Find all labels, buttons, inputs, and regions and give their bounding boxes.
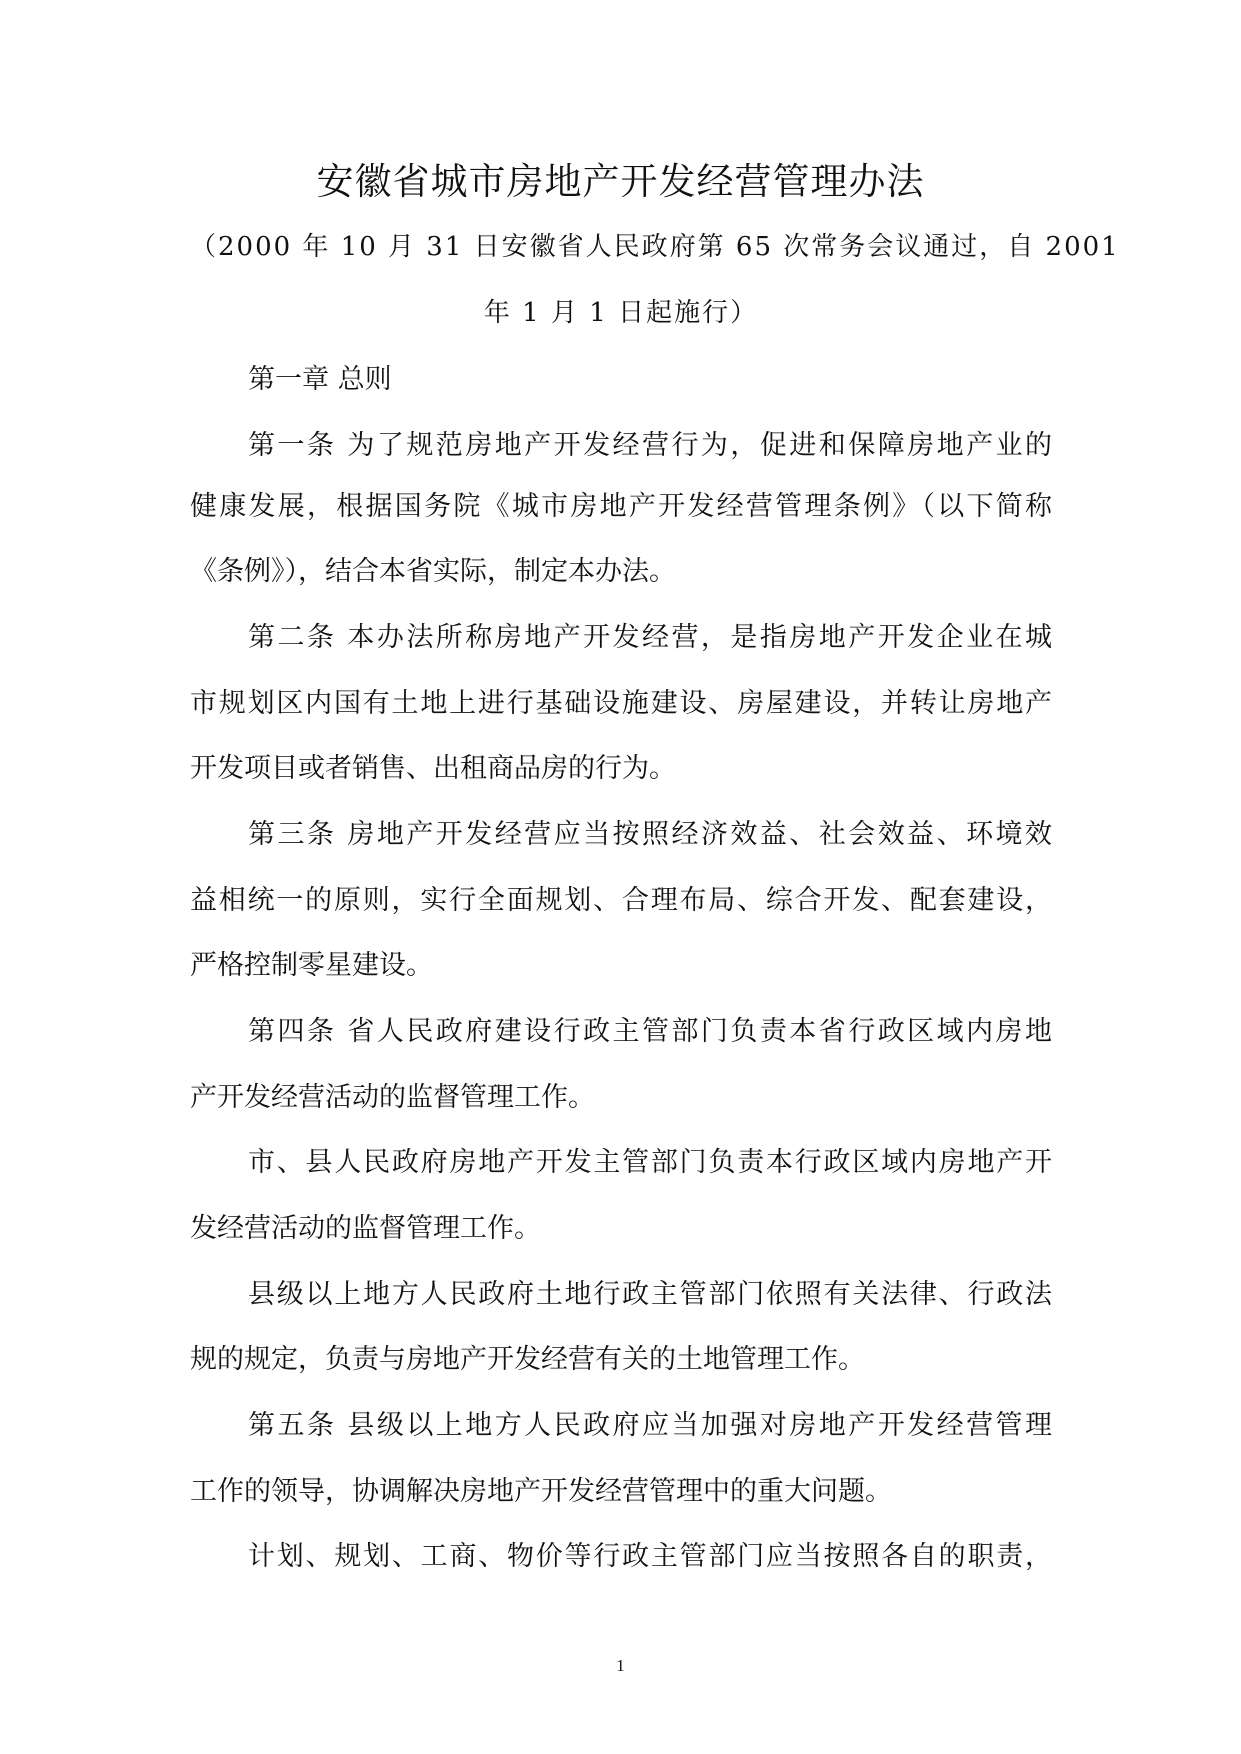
body-line: 第二条 本办法所称房地产开发经营，是指房地产开发企业在城	[248, 622, 1052, 653]
document-title: 安徽省城市房地产开发经营管理办法	[316, 160, 925, 203]
body-line: 益相统一的原则，实行全面规划、合理布局、综合开发、配套建设，	[190, 885, 1052, 916]
body-line: 健康发展，根据国务院《城市房地产开发经营管理条例》（以下简称	[190, 491, 1052, 522]
body-line: 开发项目或者销售、出租商品房的行为。	[190, 753, 676, 784]
chapter-heading: 第一章 总则	[248, 364, 392, 395]
document-subtitle-line-1: （2000 年 10 月 31 日安徽省人民政府第 65 次常务会议通过，自 2001	[190, 232, 1120, 262]
page-number: 1	[616, 1656, 625, 1675]
body-line: 产开发经营活动的监督管理工作。	[190, 1082, 595, 1113]
body-line: 工作的领导，协调解决房地产开发经营管理中的重大问题。	[190, 1476, 892, 1507]
body-line: 县级以上地方人民政府土地行政主管部门依照有关法律、行政法	[248, 1279, 1052, 1310]
body-line: 《条例》），结合本省实际，制定本办法。	[190, 556, 676, 587]
body-line: 市、县人民政府房地产开发主管部门负责本行政区域内房地产开	[248, 1147, 1052, 1178]
body-line: 严格控制零星建设。	[190, 950, 433, 981]
body-line: 规的规定，负责与房地产开发经营有关的土地管理工作。	[190, 1344, 865, 1375]
body-line: 市规划区内国有土地上进行基础设施建设、房屋建设，并转让房地产	[190, 688, 1052, 719]
body-line: 第一条 为了规范房地产开发经营行为，促进和保障房地产业的	[248, 430, 1052, 461]
body-line: 发经营活动的监督管理工作。	[190, 1213, 541, 1244]
document-subtitle-line-2: 年 1 月 1 日起施行）	[483, 298, 759, 328]
body-line: 计划、规划、工商、物价等行政主管部门应当按照各自的职责，	[248, 1541, 1052, 1572]
body-line: 第四条 省人民政府建设行政主管部门负责本省行政区域内房地	[248, 1016, 1052, 1047]
body-line: 第三条 房地产开发经营应当按照经济效益、社会效益、环境效	[248, 819, 1052, 850]
body-line: 第五条 县级以上地方人民政府应当加强对房地产开发经营管理	[248, 1410, 1052, 1441]
